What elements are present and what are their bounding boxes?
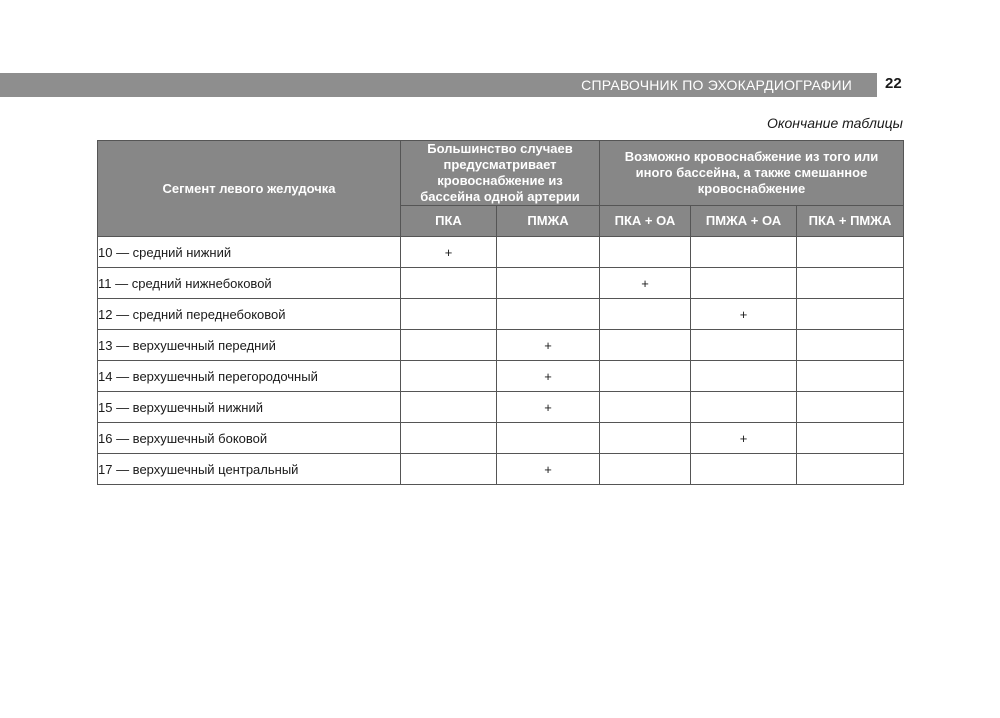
header-group-single-artery: Большинство случаев предусматривает кровоснабжение из бассейна одной артерии (401, 141, 600, 206)
cell-pmzha-oa (691, 454, 797, 485)
cell-pka-pmzha (797, 423, 904, 454)
segment-name: 17 — верхушечный центральный (98, 454, 401, 485)
header-group-mixed-supply: Возможно кровоснабжение из того или иного бассейна, а также смешанное кровоснабжение (600, 141, 904, 206)
cell-pka-pmzha (797, 299, 904, 330)
cell-pmzha (497, 237, 600, 268)
cell-pmzha (497, 423, 600, 454)
cell-pka-pmzha (797, 454, 904, 485)
header-pka: ПКА (401, 206, 497, 237)
blood-supply-table (97, 140, 904, 485)
running-header-title: СПРАВОЧНИК ПО ЭХОКАРДИОГРАФИИ (581, 77, 852, 93)
table-row (98, 237, 904, 268)
table-row (98, 392, 904, 423)
cell-pka-oa (600, 299, 691, 330)
cell-pmzha-oa: + (691, 299, 797, 330)
cell-pmzha: + (497, 392, 600, 423)
cell-pka: + (401, 237, 497, 268)
segment-name: 15 — верхушечный нижний (98, 392, 401, 423)
header-pmzha-oa: ПМЖА + ОА (691, 206, 797, 237)
cell-pmzha-oa (691, 237, 797, 268)
cell-pmzha (497, 299, 600, 330)
cell-pka-pmzha (797, 237, 904, 268)
cell-pka-pmzha (797, 330, 904, 361)
cell-pmzha: + (497, 330, 600, 361)
cell-pka (401, 392, 497, 423)
segment-name: 16 — верхушечный боковой (98, 423, 401, 454)
cell-pka (401, 299, 497, 330)
page-number: 22 (885, 75, 902, 92)
cell-pka-oa (600, 423, 691, 454)
cell-pka (401, 423, 497, 454)
cell-pmzha-oa: + (691, 423, 797, 454)
table-row (98, 361, 904, 392)
cell-pka-oa (600, 454, 691, 485)
cell-pka-pmzha (797, 392, 904, 423)
segment-name: 11 — средний нижнебоковой (98, 268, 401, 299)
segment-name: 12 — средний переднебоковой (98, 299, 401, 330)
table-row (98, 268, 904, 299)
cell-pka-pmzha (797, 268, 904, 299)
cell-pmzha-oa (691, 268, 797, 299)
header-pka-pmzha: ПКА + ПМЖА (797, 206, 904, 237)
header-pka-oa: ПКА + ОА (600, 206, 691, 237)
cell-pmzha (497, 268, 600, 299)
cell-pka-pmzha (797, 361, 904, 392)
cell-pmzha-oa (691, 330, 797, 361)
cell-pmzha-oa (691, 392, 797, 423)
cell-pka (401, 361, 497, 392)
table-continuation-caption: Окончание таблицы (766, 115, 903, 131)
segment-name: 13 — верхушечный передний (98, 330, 401, 361)
cell-pka (401, 454, 497, 485)
table-row (98, 330, 904, 361)
cell-pmzha: + (497, 361, 600, 392)
header-pmzha: ПМЖА (497, 206, 600, 237)
table-row (98, 423, 904, 454)
cell-pka-oa: + (600, 268, 691, 299)
cell-pka-oa (600, 361, 691, 392)
cell-pka-oa (600, 237, 691, 268)
header-segment: Сегмент левого желудочка (98, 141, 401, 237)
cell-pmzha-oa (691, 361, 797, 392)
cell-pka (401, 268, 497, 299)
cell-pka (401, 330, 497, 361)
cell-pka-oa (600, 392, 691, 423)
segment-name: 10 — средний нижний (98, 237, 401, 268)
table-row (98, 299, 904, 330)
segment-name: 14 — верхушечный перегородочный (98, 361, 401, 392)
table-row (98, 454, 904, 485)
cell-pmzha: + (497, 454, 600, 485)
cell-pka-oa (600, 330, 691, 361)
